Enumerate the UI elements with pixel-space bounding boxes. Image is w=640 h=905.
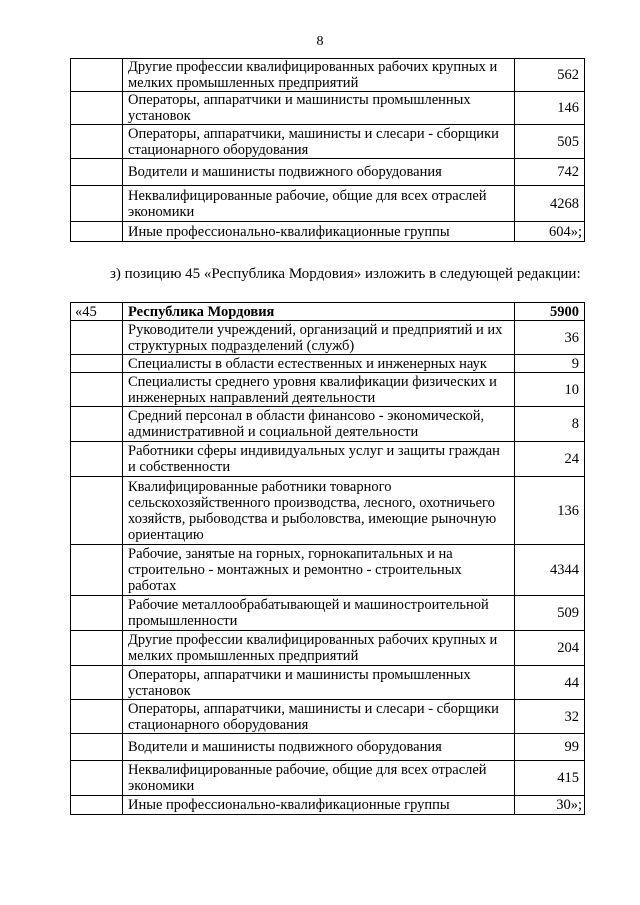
occupation-label: Операторы, аппаратчики и машинисты промышленных установок bbox=[123, 666, 515, 700]
occupation-value: 4268 bbox=[515, 186, 585, 222]
occupation-label: Руководители учреждений, организаций и предприятий и их структурных подразделений (служб) bbox=[123, 321, 515, 355]
mordovia-table bbox=[70, 302, 585, 815]
occupation-label: Другие профессии квалифицированных рабочих крупных и мелких промышленных предприятий bbox=[123, 631, 515, 666]
page-number: 8 bbox=[316, 34, 324, 49]
table-row bbox=[71, 442, 585, 477]
occupation-table-continued bbox=[70, 58, 585, 242]
row-number-cell bbox=[71, 92, 123, 125]
table-row bbox=[71, 761, 585, 796]
table-row bbox=[71, 407, 585, 442]
row-number-cell bbox=[71, 321, 123, 355]
occupation-label: Средний персонал в области финансово - экономической, административной и социальной деятельности bbox=[123, 407, 515, 442]
table-row bbox=[71, 596, 585, 631]
row-number-cell bbox=[71, 442, 123, 477]
row-number-cell bbox=[71, 596, 123, 631]
occupation-value: 9 bbox=[515, 355, 585, 373]
occupation-label: Рабочие металлообрабатывающей и машиностроительной промышленности bbox=[123, 596, 515, 631]
occupation-label: Неквалифицированные рабочие, общие для всех отраслей экономики bbox=[123, 761, 515, 796]
row-number-cell bbox=[71, 125, 123, 159]
table-row bbox=[71, 373, 585, 407]
occupation-value: 146 bbox=[515, 92, 585, 125]
occupation-value: 44 bbox=[515, 666, 585, 700]
occupation-label: Операторы, аппаратчики, машинисты и слесари - сборщики стационарного оборудования bbox=[123, 700, 515, 734]
table-row bbox=[71, 796, 585, 815]
occupation-label: Специалисты среднего уровня квалификации физических и инженерных направлений деятельности bbox=[123, 373, 515, 407]
occupation-value: 604»; bbox=[515, 222, 585, 242]
occupation-label: Операторы, аппаратчики, машинисты и слесари - сборщики стационарного оборудования bbox=[123, 125, 515, 159]
row-number-cell bbox=[71, 666, 123, 700]
occupation-label: Квалифицированные работники товарного сельскохозяйственного производства, лесного, охотничьего хозяйств, рыбоводства и рыболовства, имеющие рыночную ориентацию bbox=[123, 477, 515, 545]
position-number: «45 bbox=[71, 303, 123, 321]
table-row bbox=[71, 59, 585, 92]
table-row bbox=[71, 545, 585, 596]
occupation-value: 36 bbox=[515, 321, 585, 355]
table-row bbox=[71, 666, 585, 700]
region-total: 5900 bbox=[515, 303, 585, 321]
row-number-cell bbox=[71, 545, 123, 596]
table-row bbox=[71, 734, 585, 761]
occupation-label: Водители и машинисты подвижного оборудования bbox=[123, 734, 515, 761]
occupation-value: 415 bbox=[515, 761, 585, 796]
table-row bbox=[71, 700, 585, 734]
occupation-value: 204 bbox=[515, 631, 585, 666]
occupation-value: 30»; bbox=[515, 796, 585, 815]
occupation-value: 562 bbox=[515, 59, 585, 92]
table-row bbox=[71, 355, 585, 373]
table-row bbox=[71, 92, 585, 125]
occupation-label: Неквалифицированные рабочие, общие для всех отраслей экономики bbox=[123, 186, 515, 222]
occupation-label: Другие профессии квалифицированных рабочих крупных и мелких промышленных предприятий bbox=[123, 59, 515, 92]
row-number-cell bbox=[71, 407, 123, 442]
occupation-value: 8 bbox=[515, 407, 585, 442]
occupation-value: 509 bbox=[515, 596, 585, 631]
table-row bbox=[71, 477, 585, 545]
occupation-value: 4344 bbox=[515, 545, 585, 596]
region-name: Республика Мордовия bbox=[123, 303, 515, 321]
occupation-value: 505 bbox=[515, 125, 585, 159]
occupation-value: 24 bbox=[515, 442, 585, 477]
row-number-cell bbox=[71, 477, 123, 545]
amendment-paragraph bbox=[70, 267, 584, 282]
table-row bbox=[71, 222, 585, 242]
occupation-value: 99 bbox=[515, 734, 585, 761]
table-row bbox=[71, 321, 585, 355]
table-row bbox=[71, 159, 585, 186]
occupation-label: Специалисты в области естественных и инженерных наук bbox=[123, 355, 515, 373]
occupation-label: Иные профессионально-квалификационные группы bbox=[123, 222, 515, 242]
row-number-cell bbox=[71, 355, 123, 373]
row-number-cell bbox=[71, 631, 123, 666]
row-number-cell bbox=[71, 373, 123, 407]
row-number-cell bbox=[71, 700, 123, 734]
row-number-cell bbox=[71, 761, 123, 796]
row-number-cell bbox=[71, 159, 123, 186]
occupation-label: Рабочие, занятые на горных, горнокапитальных и на строительно - монтажных и ремонтно - строительных работах bbox=[123, 545, 515, 596]
occupation-label: Работники сферы индивидуальных услуг и защиты граждан и собственности bbox=[123, 442, 515, 477]
occupation-label: Операторы, аппаратчики и машинисты промышленных установок bbox=[123, 92, 515, 125]
row-number-cell bbox=[71, 222, 123, 242]
occupation-value: 742 bbox=[515, 159, 585, 186]
occupation-value: 10 bbox=[515, 373, 585, 407]
table-header-row bbox=[71, 303, 585, 321]
table-row bbox=[71, 186, 585, 222]
row-number-cell bbox=[71, 186, 123, 222]
occupation-value: 32 bbox=[515, 700, 585, 734]
table-row bbox=[71, 125, 585, 159]
row-number-cell bbox=[71, 796, 123, 815]
occupation-label: Водители и машинисты подвижного оборудования bbox=[123, 159, 515, 186]
amendment-text: з) позицию 45 «Республика Мордовия» изложить в следующей редакции: bbox=[110, 266, 581, 282]
occupation-value: 136 bbox=[515, 477, 585, 545]
row-number-cell bbox=[71, 59, 123, 92]
row-number-cell bbox=[71, 734, 123, 761]
occupation-label: Иные профессионально-квалификационные группы bbox=[123, 796, 515, 815]
table-row bbox=[71, 631, 585, 666]
